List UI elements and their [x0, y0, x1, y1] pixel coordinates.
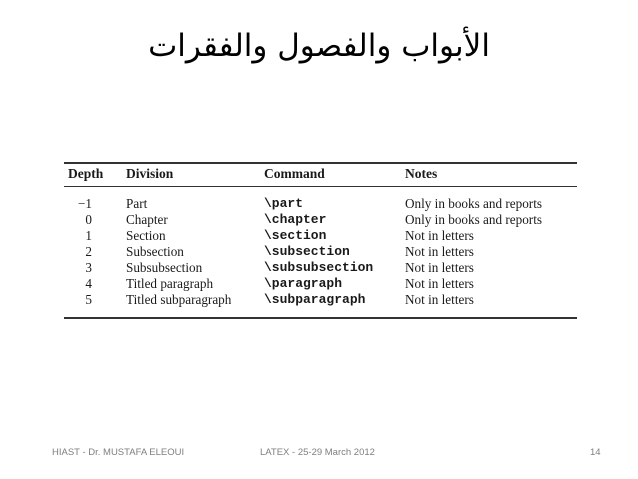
row-notes: Only in books and reports [405, 196, 542, 211]
footer-author: HIAST - Dr. MUSTAFA ELEOUI [52, 447, 185, 458]
row-depth: 3 [85, 260, 92, 275]
row-division: Titled subparagraph [126, 292, 232, 307]
row-command: \subsubsection [264, 260, 374, 275]
header-depth: Depth [68, 166, 104, 181]
row-depth: 5 [85, 292, 92, 307]
table-header-row [64, 166, 577, 182]
row-notes: Not in letters [405, 260, 474, 275]
table-row [64, 260, 577, 276]
row-depth: −1 [77, 196, 92, 211]
header-notes: Notes [405, 166, 438, 181]
row-depth: 1 [85, 228, 92, 243]
row-command: \paragraph [264, 276, 343, 291]
row-command: \part [264, 196, 304, 211]
table-row [64, 292, 577, 308]
row-division: Subsubsection [126, 260, 203, 275]
row-notes: Not in letters [405, 276, 474, 291]
row-notes: Only in books and reports [405, 212, 542, 227]
row-depth: 4 [85, 276, 92, 291]
row-command: \subsection [264, 244, 350, 259]
table-header-rule [64, 186, 577, 187]
table-bottom-rule [64, 317, 577, 319]
table-row [64, 244, 577, 260]
footer-event: LATEX - 25-29 March 2012 [260, 447, 375, 458]
row-depth: 2 [85, 244, 92, 259]
row-division: Subsection [126, 244, 184, 259]
row-notes: Not in letters [405, 244, 474, 259]
table-top-rule [64, 162, 577, 164]
table-row [64, 212, 577, 228]
row-command: \section [264, 228, 327, 243]
row-depth: 0 [85, 212, 92, 227]
row-notes: Not in letters [405, 292, 474, 307]
header-command: Command [264, 166, 325, 181]
row-division: Section [126, 228, 166, 243]
row-division: Part [126, 196, 148, 211]
table-row [64, 276, 577, 292]
slide-title: الأبواب والفصول والفقرات [148, 28, 490, 64]
row-command: \subparagraph [264, 292, 366, 307]
row-command: \chapter [264, 212, 327, 227]
header-division: Division [126, 166, 174, 181]
footer-page-number: 14 [590, 447, 601, 458]
row-division: Titled paragraph [126, 276, 214, 291]
table-row [64, 196, 577, 212]
row-notes: Not in letters [405, 228, 474, 243]
row-division: Chapter [126, 212, 168, 227]
table-row [64, 228, 577, 244]
